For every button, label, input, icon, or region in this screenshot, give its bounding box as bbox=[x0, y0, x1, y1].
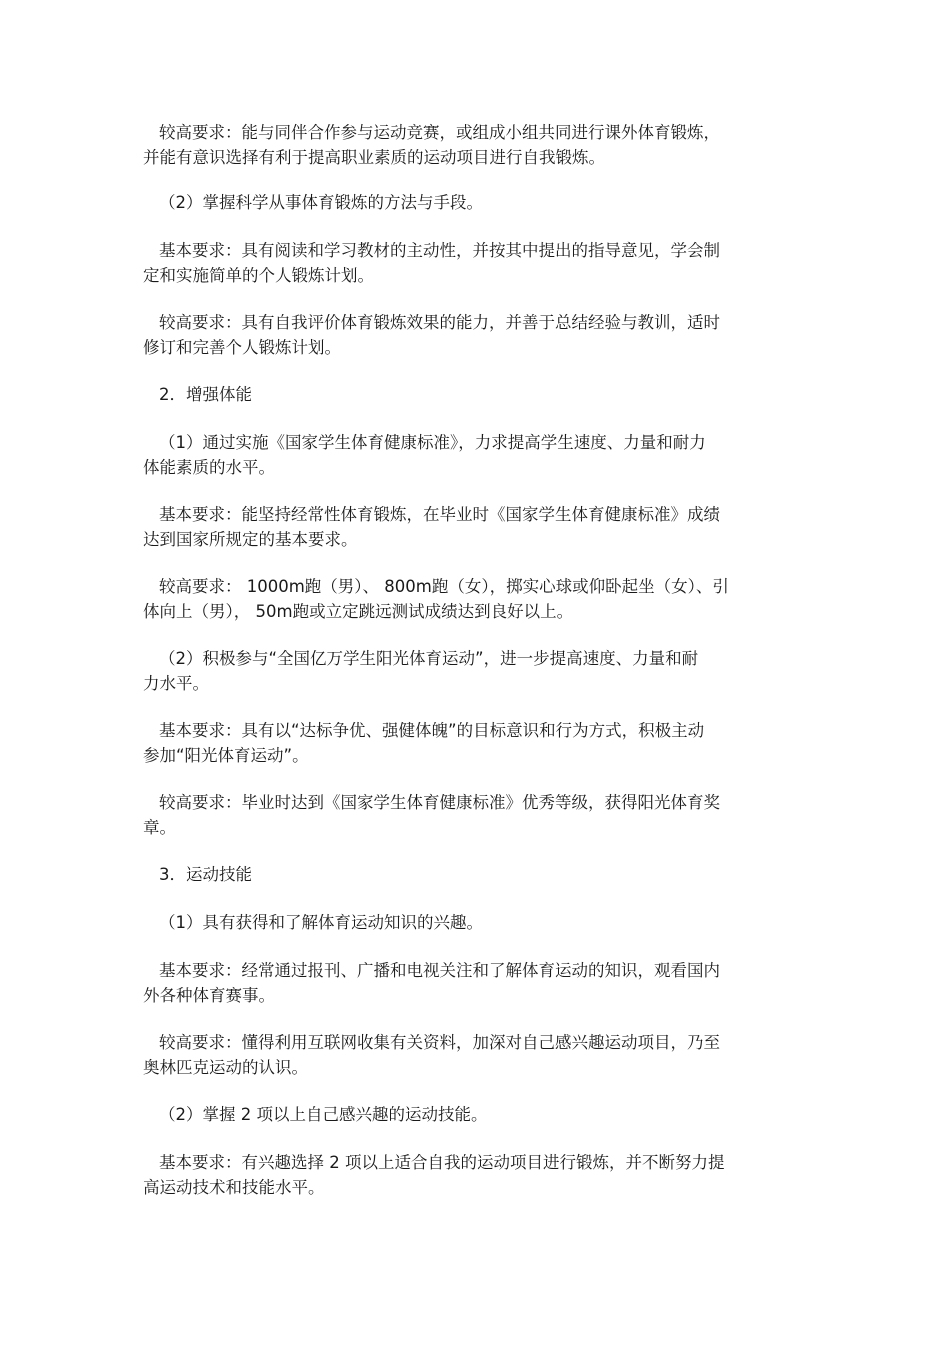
paragraph-line: 基本要求：经常通过报刊、广播和电视关注和了解体育运动的知识，观看国内 bbox=[159, 961, 720, 980]
subheading-two-skills bbox=[143, 1102, 793, 1127]
paragraph-line: 奥林匹克运动的认识。 bbox=[143, 1058, 308, 1077]
subheading-scientific-methods bbox=[143, 190, 793, 215]
section-heading-physical-fitness bbox=[143, 382, 793, 407]
paragraph-line: 较高要求： 1000m跑（男）、 800m跑（女），掷实心球或仰卧起坐（女）、引 bbox=[159, 577, 729, 596]
paragraph-higher-requirement-internet bbox=[143, 1030, 793, 1080]
paragraph-line: 参加“阳光体育运动”。 bbox=[143, 746, 309, 765]
paragraph-basic-requirement-regular-exercise bbox=[143, 502, 793, 552]
paragraph-line: 2．增强体能 bbox=[159, 385, 252, 404]
paragraph-line: 高运动技术和技能水平。 bbox=[143, 1178, 325, 1197]
subheading-sunshine-sports bbox=[143, 646, 793, 696]
paragraph-line: 较高要求：具有自我评价体育锻炼效果的能力，并善于总结经验与教训，适时 bbox=[159, 313, 720, 332]
paragraph-line: （2）积极参与“全国亿万学生阳光体育运动”，进一步提高速度、力量和耐 bbox=[159, 649, 699, 668]
paragraph-line: 基本要求：具有以“达标争优、强健体魄”的目标意识和行为方式，积极主动 bbox=[159, 721, 705, 740]
paragraph-line: 达到国家所规定的基本要求。 bbox=[143, 530, 358, 549]
subheading-sports-knowledge bbox=[143, 910, 793, 935]
paragraph-basic-requirement-media bbox=[143, 958, 793, 1008]
paragraph-line: （1）通过实施《国家学生体育健康标准》，力求提高学生速度、力量和耐力 bbox=[159, 433, 706, 452]
section-heading-sports-skills bbox=[143, 862, 793, 887]
paragraph-higher-requirement-competition bbox=[143, 120, 793, 170]
paragraph-line: 体能素质的水平。 bbox=[143, 458, 275, 477]
paragraph-line: 基本要求：能坚持经常性体育锻炼，在毕业时《国家学生体育健康标准》成绩 bbox=[159, 505, 720, 524]
paragraph-basic-requirement-plan bbox=[143, 238, 793, 288]
paragraph-higher-requirement-excellent-grade bbox=[143, 790, 793, 840]
paragraph-line: 较高要求：懂得利用互联网收集有关资料，加深对自己感兴趣运动项目，乃至 bbox=[159, 1033, 720, 1052]
paragraph-line: 定和实施简单的个人锻炼计划。 bbox=[143, 266, 374, 285]
paragraph-line: 基本要求：具有阅读和学习教材的主动性，并按其中提出的指导意见，学会制 bbox=[159, 241, 720, 260]
paragraph-line: （1）具有获得和了解体育运动知识的兴趣。 bbox=[159, 913, 483, 932]
subheading-health-standard bbox=[143, 430, 793, 480]
paragraph-line: 较高要求：毕业时达到《国家学生体育健康标准》优秀等级，获得阳光体育奖 bbox=[159, 793, 720, 812]
paragraph-line: 章。 bbox=[143, 818, 176, 837]
paragraph-higher-requirement-tests bbox=[143, 574, 793, 624]
paragraph-higher-requirement-self-evaluation bbox=[143, 310, 793, 360]
paragraph-line: （2）掌握科学从事体育锻炼的方法与手段。 bbox=[159, 193, 483, 212]
paragraph-line: 体向上（男）， 50m跑或立定跳远测试成绩达到良好以上。 bbox=[143, 602, 574, 621]
paragraph-line: （2）掌握 2 项以上自己感兴趣的运动技能。 bbox=[159, 1105, 488, 1124]
paragraph-line: 3．运动技能 bbox=[159, 865, 252, 884]
paragraph-basic-requirement-two-sports bbox=[143, 1150, 793, 1200]
paragraph-line: 基本要求：有兴趣选择 2 项以上适合自我的运动项目进行锻炼，并不断努力提 bbox=[159, 1153, 725, 1172]
paragraph-line: 力水平。 bbox=[143, 674, 209, 693]
paragraph-line: 修订和完善个人锻炼计划。 bbox=[143, 338, 341, 357]
paragraph-basic-requirement-sunshine-sports bbox=[143, 718, 793, 768]
paragraph-line: 较高要求：能与同伴合作参与运动竞赛，或组成小组共同进行课外体育锻炼， bbox=[159, 123, 720, 142]
paragraph-line: 并能有意识选择有利于提高职业素质的运动项目进行自我锻炼。 bbox=[143, 148, 605, 167]
paragraph-line: 外各种体育赛事。 bbox=[143, 986, 275, 1005]
